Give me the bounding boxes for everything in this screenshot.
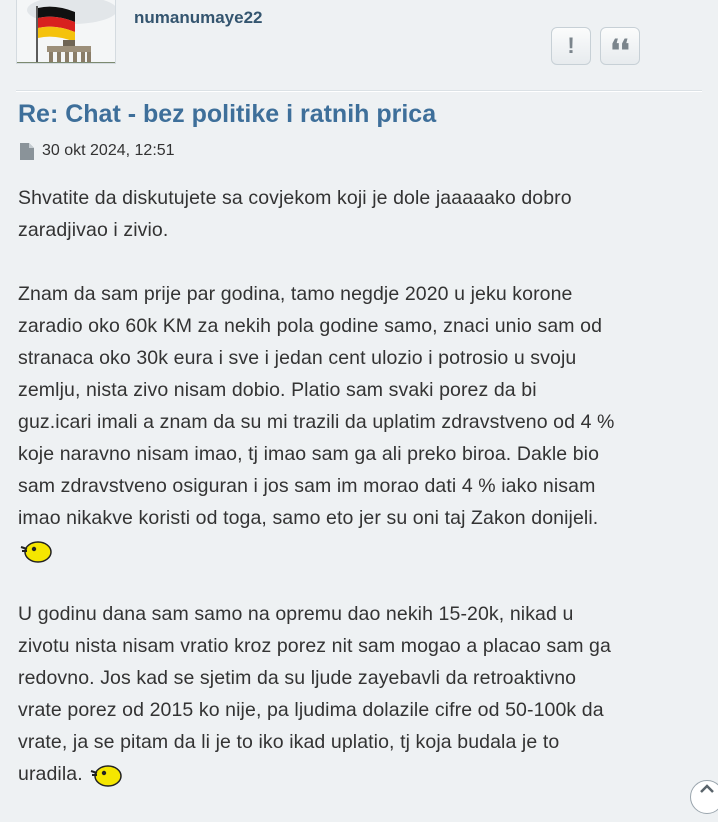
text-fragment: uradila. bbox=[18, 763, 83, 785]
text-line: vrate porez od 2015 ko nije, pa ljudima dolazile cifre od 50-100k da bbox=[18, 699, 604, 721]
text-line: stranaca oko 30k eura i sve i jedan cent ulozio i potrosio u svoju bbox=[18, 347, 577, 369]
back-to-top-button[interactable] bbox=[690, 780, 718, 814]
chevron-up-icon bbox=[699, 783, 715, 793]
text-line: vrate, ja se pitam da li je to iko ikad uplatio, tj koja budala je to bbox=[18, 731, 560, 753]
smiley-icon bbox=[88, 762, 124, 788]
exclamation-icon: ! bbox=[567, 33, 575, 58]
text-line: redovno. Jos kad se sjetim da su ljude zayebavli da retroaktivno bbox=[18, 667, 577, 689]
report-button[interactable] bbox=[551, 27, 591, 65]
post-body bbox=[18, 182, 708, 822]
post-paragraph bbox=[18, 182, 708, 246]
text-line: Shvatite da diskutujete sa covjekom koji je dole jaaaaako dobro bbox=[18, 187, 572, 209]
divider bbox=[16, 90, 702, 92]
text-line: koje naravno nisam imao, tj imao sam ga ali preko biroa. Dakle bio bbox=[18, 443, 600, 465]
post-title[interactable]: Re: Chat - bez politike i ratnih prica bbox=[18, 100, 437, 128]
text-line: guz.icari imali a znam da su mi trazili da uplatim zdravstveno od 4 % bbox=[18, 411, 615, 433]
post-paragraph bbox=[18, 278, 708, 566]
avatar[interactable] bbox=[16, 0, 116, 64]
post-meta bbox=[20, 142, 175, 160]
quote-button[interactable] bbox=[600, 27, 640, 69]
post-date: 30 okt 2024, 12:51 bbox=[42, 142, 175, 159]
smiley-icon bbox=[18, 538, 54, 564]
author-username[interactable]: numanumaye22 bbox=[134, 8, 263, 27]
quote-icon: ❛❛ bbox=[610, 33, 630, 69]
smiley-line bbox=[18, 534, 708, 566]
text-line: zivotu nista nisam vratio kroz porez nit sam mogao a placao sam ga bbox=[18, 635, 611, 657]
text-line: zaradio oko 60k KM za nekih pola godine samo, znaci unio sam od bbox=[18, 315, 603, 337]
text-line: sam zdravstveno osiguran i jos sam im morao dati 4 % iako nisam bbox=[18, 475, 596, 497]
text-line: zemlju, nista zivo nisam dobio. Platio sam svaki porez da bi bbox=[18, 379, 537, 401]
text-line: zaradjivao i zivio. bbox=[18, 219, 169, 241]
post-paragraph bbox=[18, 598, 708, 790]
text-line: imao nikakve koristi od toga, samo eto jer su oni taj Zakon donijeli. bbox=[18, 507, 599, 529]
german-flag-avatar-icon bbox=[17, 0, 116, 64]
document-icon[interactable] bbox=[20, 143, 34, 160]
text-line bbox=[18, 758, 708, 790]
text-line: Znam da sam prije par godina, tamo negdje 2020 u jeku korone bbox=[18, 283, 573, 305]
text-line: U godinu dana sam samo na opremu dao nekih 15-20k, nikad u bbox=[18, 603, 574, 625]
